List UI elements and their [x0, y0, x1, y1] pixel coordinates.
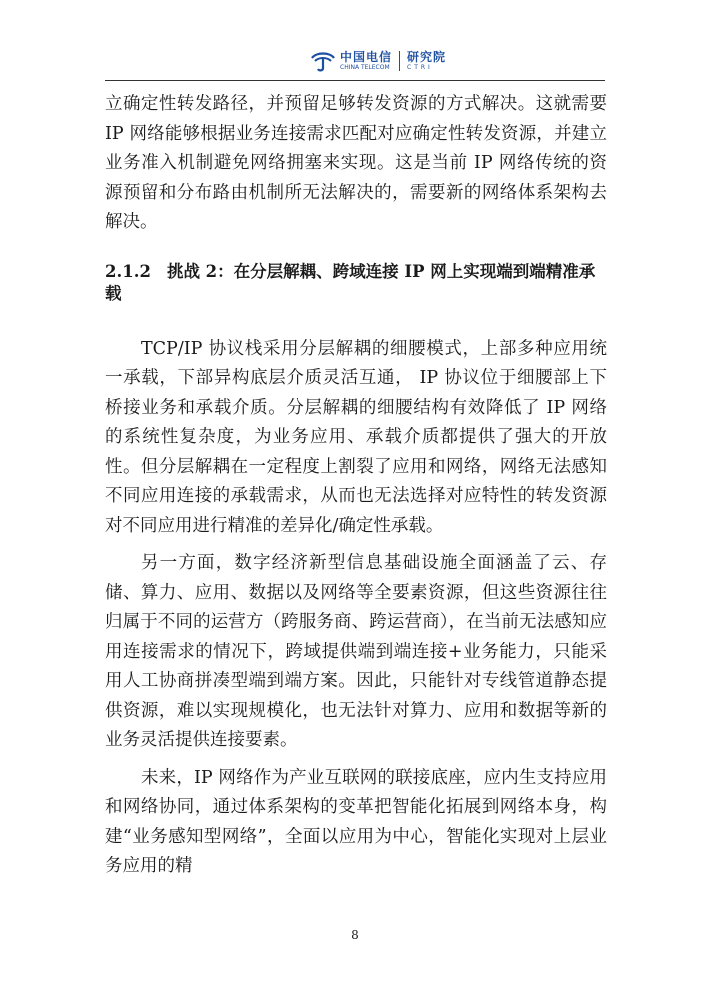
- section-heading: [105, 261, 607, 305]
- paragraph: TCP/IP 协议栈采用分层解耦的细腰模式，上部多种应用统一承载，下部异构底层介质灵活互通， IP 协议位于细腰部上下桥接业务和承载介质。分层解耦的细腰结构有效降低了 IP 网络的系统性复杂度，为业务应用、承载介质都提供了强大的开放性。但分层解耦在一定程度上割裂了应用和网络，网络无法感知不同应用连接的承载需求，从而也无法选择对应特性的转发资源对不同应用进行精准的差异化/确定性承载。: [105, 338, 607, 536]
- page-header: [0, 40, 710, 80]
- header-logo: [310, 50, 446, 72]
- section-number: 2.1.2: [105, 261, 151, 281]
- page-number: 8: [351, 928, 359, 942]
- china-telecom-logo-icon: [310, 50, 336, 72]
- header-rule: [105, 80, 605, 81]
- paragraph: 另一方面，数字经济新型信息基础设施全面涵盖了云、存储、算力、应用、数据以及网络等全要素资源，但这些资源往往归属于不同的运营方（跨服务商、跨运营商），在当前无法感知应用连接需求的情况下，跨域提供端到端连接+业务能力，只能采用人工协商拼凑型端到端方案。因此，只能针对专线管道静态提供资源，难以实现规模化，也无法针对算力、应用和数据等新的业务灵活提供连接要素。: [105, 553, 607, 750]
- company-name-en: CHINA TELECOM: [340, 64, 390, 71]
- page-body: [105, 90, 607, 882]
- company-name-cn: 中国电信: [340, 50, 393, 64]
- institute-name-cn: 研究院: [407, 50, 447, 64]
- paragraph: 未来，IP 网络作为产业互联网的联接底座，应内生支持应用和网络协同，通过体系架构的变革把智能化拓展到网络本身，构建“业务感知型网络”，全面以应用为中心，智能化实现对上层业务应用的精: [105, 767, 607, 876]
- logo-divider: [399, 51, 400, 71]
- paragraph-continued: 立确定性转发路径，并预留足够转发资源的方式解决。这就需要 IP 网络能够根据业务连接需求匹配对应确定性转发资源，并建立业务准入机制避免网络拥塞来实现。这是当前 IP 网络传统的资源预留和分布路由机制所无法解决的，需要新的网络体系架构去解决。: [105, 94, 607, 232]
- section-title: 挑战 2：在分层解耦、跨域连接 IP 网上实现端到端精准承载: [105, 261, 596, 303]
- institute-name-en: CTRI: [407, 64, 433, 71]
